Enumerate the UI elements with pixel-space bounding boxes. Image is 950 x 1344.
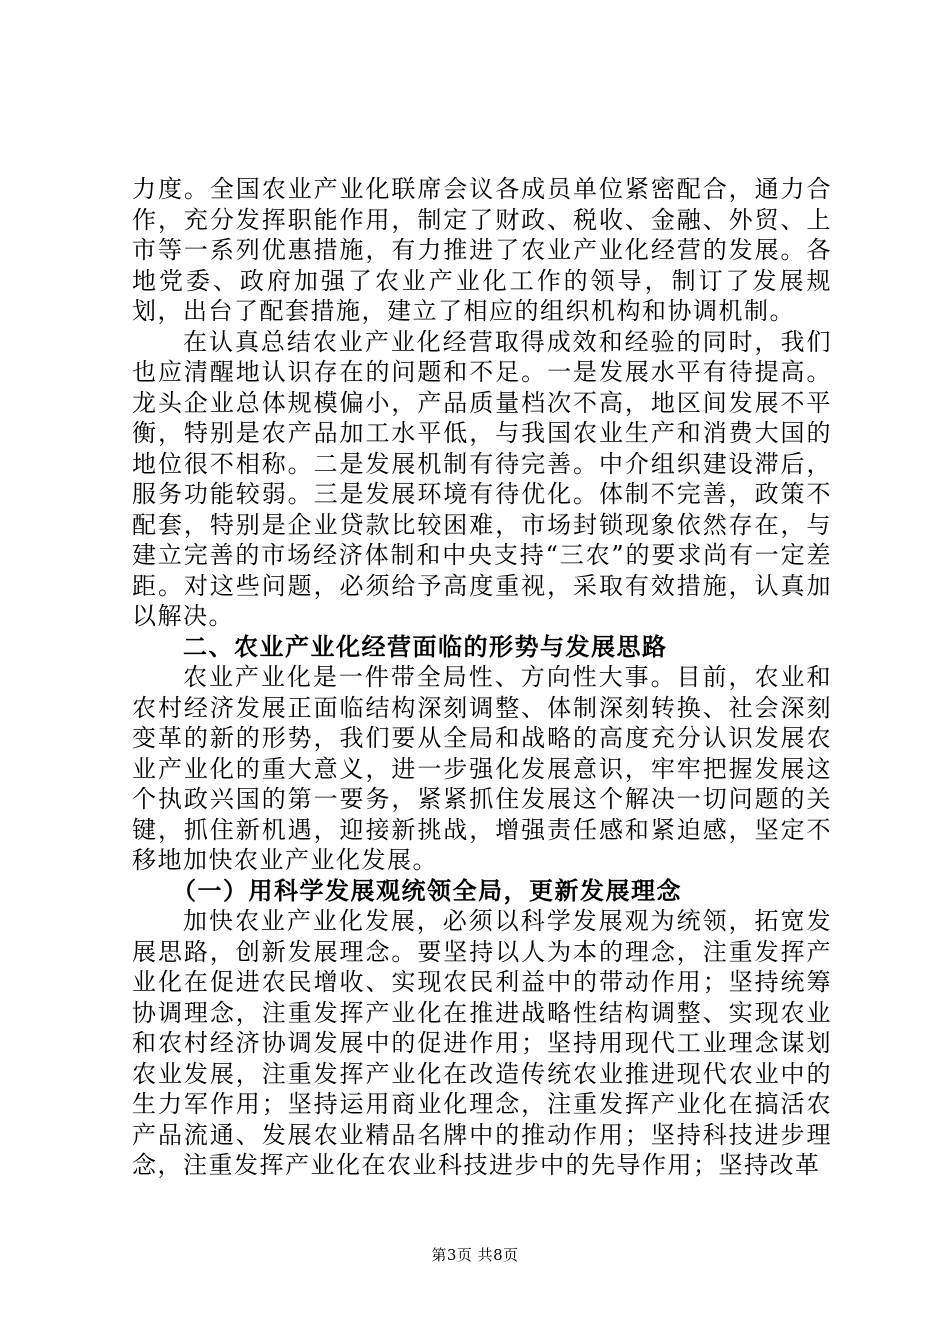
- document-body: [132, 174, 832, 1181]
- paragraph-4: 加快农业产业化发展，必须以科学发展观为统领，拓宽发展思路，创新发展理念。要坚持以人为本的理念，注重发挥产业化在促进农民增收、实现农民利益中的带动作用；坚持统筹协调理念，注重发挥产业化在推进战略性结构调整、实现农业和农村经济协调发展中的促进作用；坚持用现代工业理念谋划农业发展，注重发挥产业化在改造传统农业推进现代农业中的生力军作用；坚持运用商业化理念，注重发挥产业化在搞活农产品流通、发展农业精品名牌中的推动作用；坚持科技进步理念，注重发挥产业化在农业科技进步中的先导作用；坚持改革: [132, 907, 832, 1179]
- paragraph-2: 在认真总结农业产业化经营取得成效和经验的同时，我们也应清醒地认识存在的问题和不足。一是发展水平有待提高。龙头企业总体规模偏小，产品质量档次不高，地区间发展不平衡，特别是农产品加工水平低，与我国农业生产和消费大国的地位很不相称。二是发展机制有待完善。中介组织建设滞后，服务功能较弱。三是发展环境有待优化。体制不完善，政策不配套，特别是企业贷款比较困难，市场封锁现象依然存在，与建立完善的市场经济体制和中央支持“三农”的要求尚有一定差距。对这些问题，必须给予高度重视，采取有效措施，认真加以解决。: [132, 327, 832, 630]
- paragraph-3: 农业产业化是一件带全局性、方向性大事。目前，农业和农村经济发展正面临结构深刻调整、体制深刻转换、社会深刻变革的新的形势，我们要从全局和战略的高度充分认识发展农业产业化的重大意义，进一步强化发展意识，牢牢把握发展这个执政兴国的第一要务，紧紧抓住发展这个解决一切问题的关键，抓住新机遇，迎接新挑战，增强责任感和紧迫感，坚定不移地加快农业产业化发展。: [132, 663, 832, 874]
- page-footer: 第3页 共8页: [431, 1246, 519, 1264]
- subsection-heading-1: （一）用科学发展观统领全局，更新发展理念: [172, 876, 682, 905]
- paragraph-1: 力度。全国农业产业化联席会议各成员单位紧密配合，通力合作，充分发挥职能作用，制定了财政、税收、金融、外贸、上市等一系列优惠措施，有力推进了农业产业化经营的发展。各地党委、政府加强了农业产业化工作的领导，制订了发展规划，出台了配套措施，建立了相应的组织机构和协调机制。: [132, 175, 832, 325]
- section-heading-2: 二、农业产业化经营面临的形势与发展思路: [183, 632, 668, 661]
